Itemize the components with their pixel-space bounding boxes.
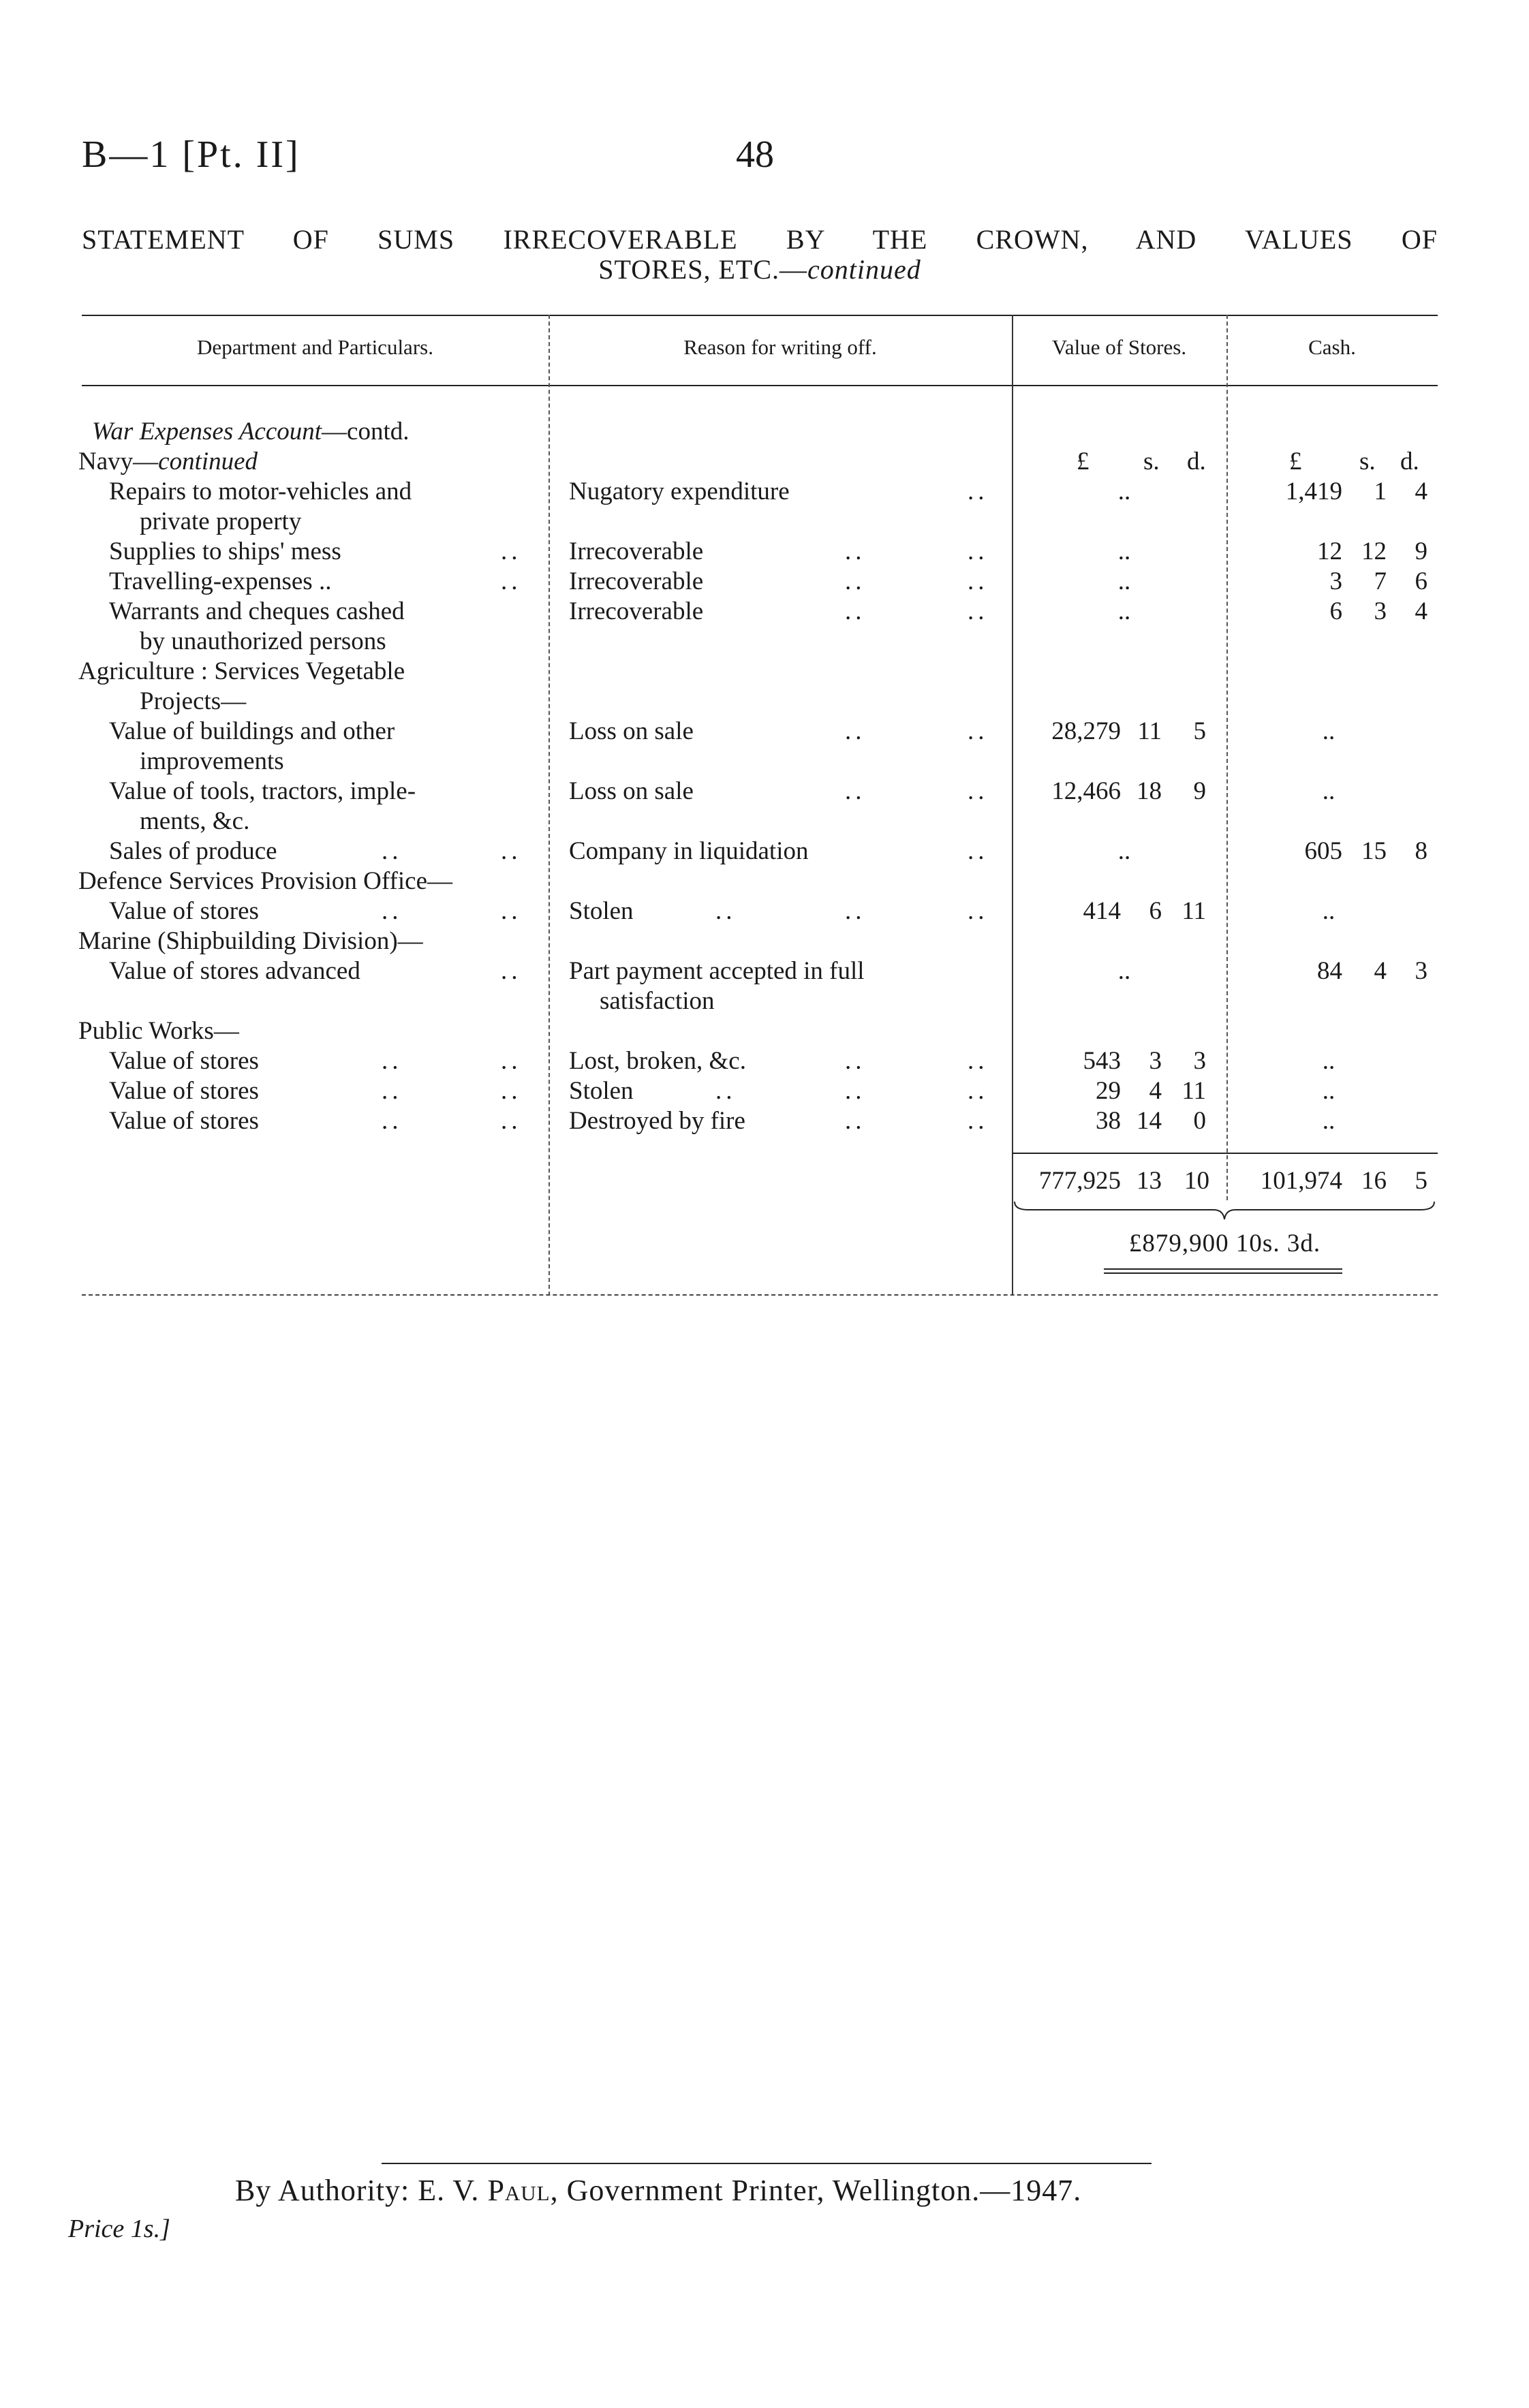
column-divider-3 — [1226, 315, 1228, 1200]
navy-continued: continued — [158, 448, 258, 475]
column-header-department: Department and Particulars. — [197, 335, 433, 359]
row-tools-stores-pence: 9 — [1193, 777, 1206, 805]
row-defence-stores-cash: .. — [1322, 897, 1335, 925]
section-navy — [78, 447, 258, 476]
leader-dots: .. — [845, 1107, 866, 1135]
row-repairs-stores: .. — [1117, 478, 1131, 505]
printer-authority — [235, 2173, 1081, 2208]
row-supplies-dept: Supplies to ships' mess — [109, 537, 341, 565]
grand-total-underline — [1104, 1268, 1342, 1270]
row-buildings-dept: Value of buildings and other — [109, 717, 395, 745]
row-defence-stores-shillings: 6 — [1149, 897, 1162, 925]
section-defence: Defence Services Provision Office— — [78, 867, 453, 895]
row-pw-lost-stores-pounds: 543 — [1083, 1047, 1121, 1075]
row-repairs-cash-pence: 4 — [1415, 478, 1427, 505]
printer-name: Paul — [487, 2174, 551, 2207]
row-pw-fire-cash: .. — [1322, 1107, 1335, 1135]
row-repairs-dept: Repairs to motor-vehicles and — [109, 478, 412, 505]
leader-dots: .. — [968, 567, 989, 595]
page-number: 48 — [736, 134, 774, 176]
authority-prefix: By Authority: E. V. — [235, 2174, 488, 2207]
total-cash-pounds: 101,974 — [1260, 1167, 1342, 1195]
leader-dots: .. — [845, 1077, 866, 1105]
table-top-rule — [82, 315, 1438, 316]
price-note: Price 1s.] — [68, 2215, 170, 2243]
leader-dots: .. — [968, 897, 989, 925]
stores-unit-pence: d. — [1187, 448, 1206, 475]
leader-dots: .. — [968, 537, 989, 565]
row-produce-cash-shillings: 15 — [1361, 837, 1387, 865]
row-warrants-dept-cont: by unauthorized persons — [140, 627, 386, 655]
leader-dots: .. — [845, 537, 866, 565]
row-marine-cash-shillings: 4 — [1374, 957, 1387, 985]
row-pw-fire-dept: Value of stores — [109, 1107, 259, 1135]
column-header-cash: Cash. — [1308, 335, 1356, 359]
leader-dots: .. — [968, 837, 989, 865]
leader-dots: .. — [968, 1047, 989, 1075]
row-pw-stolen-stores-pounds: 29 — [1096, 1077, 1121, 1105]
leader-dots: .. — [382, 1107, 403, 1135]
section-war-expenses — [92, 417, 410, 446]
leader-dots: .. — [845, 1047, 866, 1075]
row-supplies-cash-pence: 9 — [1415, 537, 1427, 565]
navy-prefix: Navy— — [78, 448, 159, 475]
row-pw-lost-cash: .. — [1322, 1047, 1335, 1075]
section-agriculture-cont: Projects— — [140, 687, 247, 715]
row-buildings-stores-pounds: 28,279 — [1051, 717, 1121, 745]
leader-dots: .. — [715, 897, 737, 925]
row-defence-stores-pence: 11 — [1182, 897, 1206, 925]
stores-unit-pound: £ — [1077, 448, 1090, 475]
leader-dots: .. — [382, 1077, 403, 1105]
leader-dots: .. — [968, 478, 989, 505]
row-repairs-cash-shillings: 1 — [1374, 478, 1387, 505]
column-divider-2 — [1012, 315, 1013, 1296]
row-tools-dept: Value of tools, tractors, imple- — [109, 777, 416, 805]
total-stores-shillings: 13 — [1137, 1167, 1162, 1195]
table-header-rule — [82, 385, 1438, 386]
row-repairs-dept-cont: private property — [140, 507, 302, 535]
row-produce-stores: .. — [1117, 837, 1131, 865]
total-stores-pounds: 777,925 — [1038, 1167, 1121, 1195]
column-header-stores: Value of Stores. — [1051, 335, 1187, 359]
leader-dots: .. — [501, 1107, 522, 1135]
section-agriculture: Agriculture : Services Vegetable — [78, 657, 405, 685]
war-expenses-italic: War Expenses Account — [92, 418, 322, 445]
authority-suffix: , Government Printer, Wellington.—1947. — [550, 2174, 1082, 2207]
row-produce-cash-pence: 8 — [1415, 837, 1427, 865]
leader-dots: .. — [968, 717, 989, 745]
cash-unit-pound: £ — [1289, 448, 1302, 475]
row-marine-stores: .. — [1117, 957, 1131, 985]
row-pw-fire-stores-shillings: 14 — [1137, 1107, 1162, 1135]
row-pw-stolen-reason: Stolen — [569, 1077, 634, 1105]
row-pw-lost-stores-pence: 3 — [1193, 1047, 1206, 1075]
row-tools-stores-pounds: 12,466 — [1051, 777, 1121, 805]
total-cash-shillings: 16 — [1361, 1167, 1387, 1195]
row-marine-reason: Part payment accepted in full — [569, 957, 865, 985]
row-pw-stolen-stores-pence: 11 — [1182, 1077, 1206, 1105]
leader-dots: .. — [845, 717, 866, 745]
row-marine-reason-cont: satisfaction — [600, 987, 715, 1015]
row-pw-lost-dept: Value of stores — [109, 1047, 259, 1075]
footer-rule — [382, 2163, 1152, 2164]
total-cash-pence: 5 — [1415, 1167, 1427, 1195]
row-pw-lost-stores-shillings: 3 — [1149, 1047, 1162, 1075]
row-pw-lost-reason: Lost, broken, &c. — [569, 1047, 746, 1075]
row-tools-reason: Loss on sale — [569, 777, 694, 805]
leader-dots: .. — [968, 597, 989, 625]
grand-total-underline — [1104, 1272, 1342, 1274]
row-supplies-stores: .. — [1117, 537, 1131, 565]
row-pw-fire-reason: Destroyed by fire — [569, 1107, 745, 1135]
row-warrants-reason: Irrecoverable — [569, 597, 704, 625]
leader-dots: .. — [501, 537, 522, 565]
document-reference: B—1 [Pt. II] — [82, 134, 300, 176]
stores-unit-shilling: s. — [1143, 448, 1160, 475]
leader-dots: .. — [382, 897, 403, 925]
leader-dots: .. — [968, 1077, 989, 1105]
table-bottom-rule — [82, 1294, 1438, 1296]
leader-dots: .. — [715, 1077, 737, 1105]
row-produce-dept: Sales of produce — [109, 837, 277, 865]
totals-rule — [1012, 1153, 1438, 1154]
row-travelling-cash-shillings: 7 — [1374, 567, 1387, 595]
cash-unit-pence: d. — [1400, 448, 1419, 475]
leader-dots: .. — [845, 777, 866, 805]
leader-dots: .. — [968, 777, 989, 805]
row-defence-stores-dept: Value of stores — [109, 897, 259, 925]
leader-dots: .. — [501, 1047, 522, 1075]
row-warrants-stores: .. — [1117, 597, 1131, 625]
row-buildings-dept-cont: improvements — [140, 747, 284, 775]
row-marine-cash-pounds: 84 — [1317, 957, 1342, 985]
row-pw-stolen-dept: Value of stores — [109, 1077, 259, 1105]
row-tools-stores-shillings: 18 — [1137, 777, 1162, 805]
leader-dots: .. — [501, 957, 522, 985]
row-buildings-stores-shillings: 11 — [1137, 717, 1162, 745]
row-supplies-cash-shillings: 12 — [1361, 537, 1387, 565]
row-produce-reason: Company in liquidation — [569, 837, 809, 865]
grand-total: £879,900 10s. 3d. — [1128, 1230, 1321, 1257]
leader-dots: .. — [501, 837, 522, 865]
leader-dots: .. — [382, 837, 403, 865]
column-header-reason: Reason for writing off. — [683, 335, 877, 359]
row-warrants-cash-pence: 4 — [1415, 597, 1427, 625]
row-pw-stolen-cash: .. — [1322, 1077, 1335, 1105]
row-travelling-dept: Travelling-expenses .. — [109, 567, 332, 595]
leader-dots: .. — [845, 597, 866, 625]
row-pw-stolen-stores-shillings: 4 — [1149, 1077, 1162, 1105]
row-supplies-cash-pounds: 12 — [1317, 537, 1342, 565]
title-line2-prefix: STORES, ETC.— — [598, 254, 807, 285]
row-travelling-stores: .. — [1117, 567, 1131, 595]
leader-dots: .. — [501, 897, 522, 925]
row-buildings-reason: Loss on sale — [569, 717, 694, 745]
column-divider-1 — [549, 315, 550, 1296]
row-warrants-dept: Warrants and cheques cashed — [109, 597, 405, 625]
row-produce-cash-pounds: 605 — [1304, 837, 1342, 865]
section-marine: Marine (Shipbuilding Division)— — [78, 927, 423, 955]
row-defence-stores-reason: Stolen — [569, 897, 634, 925]
row-travelling-cash-pounds: 3 — [1329, 567, 1342, 595]
leader-dots: .. — [501, 567, 522, 595]
war-expenses-tail: —contd. — [322, 418, 410, 445]
title-line2-continued: continued — [807, 254, 921, 285]
leader-dots: .. — [382, 1047, 403, 1075]
statement-title-line2 — [82, 253, 1438, 285]
row-travelling-cash-pence: 6 — [1415, 567, 1427, 595]
row-defence-stores-pounds: 414 — [1083, 897, 1121, 925]
row-warrants-cash-pounds: 6 — [1329, 597, 1342, 625]
row-travelling-reason: Irrecoverable — [569, 567, 704, 595]
leader-dots: .. — [845, 897, 866, 925]
row-marine-cash-pence: 3 — [1415, 957, 1427, 985]
totals-brace — [1012, 1199, 1438, 1226]
leader-dots: .. — [845, 567, 866, 595]
total-stores-pence: 10 — [1184, 1167, 1209, 1195]
leader-dots: .. — [501, 1077, 522, 1105]
row-pw-fire-stores-pence: 0 — [1193, 1107, 1206, 1135]
row-buildings-cash: .. — [1322, 717, 1335, 745]
row-repairs-reason: Nugatory expenditure — [569, 478, 790, 505]
cash-unit-shilling: s. — [1359, 448, 1376, 475]
row-pw-fire-stores-pounds: 38 — [1096, 1107, 1121, 1135]
row-tools-dept-cont: ments, &c. — [140, 807, 250, 835]
row-marine-dept: Value of stores advanced — [109, 957, 360, 985]
row-buildings-stores-pence: 5 — [1193, 717, 1206, 745]
row-tools-cash: .. — [1322, 777, 1335, 805]
row-warrants-cash-shillings: 3 — [1374, 597, 1387, 625]
row-repairs-cash-pounds: 1,419 — [1285, 478, 1342, 505]
section-public-works: Public Works— — [78, 1017, 239, 1045]
row-supplies-reason: Irrecoverable — [569, 537, 704, 565]
statement-title-line1: STATEMENT OF SUMS IRRECOVERABLE BY THE CROWN, AND VALUES OF — [82, 224, 1438, 255]
leader-dots: .. — [968, 1107, 989, 1135]
